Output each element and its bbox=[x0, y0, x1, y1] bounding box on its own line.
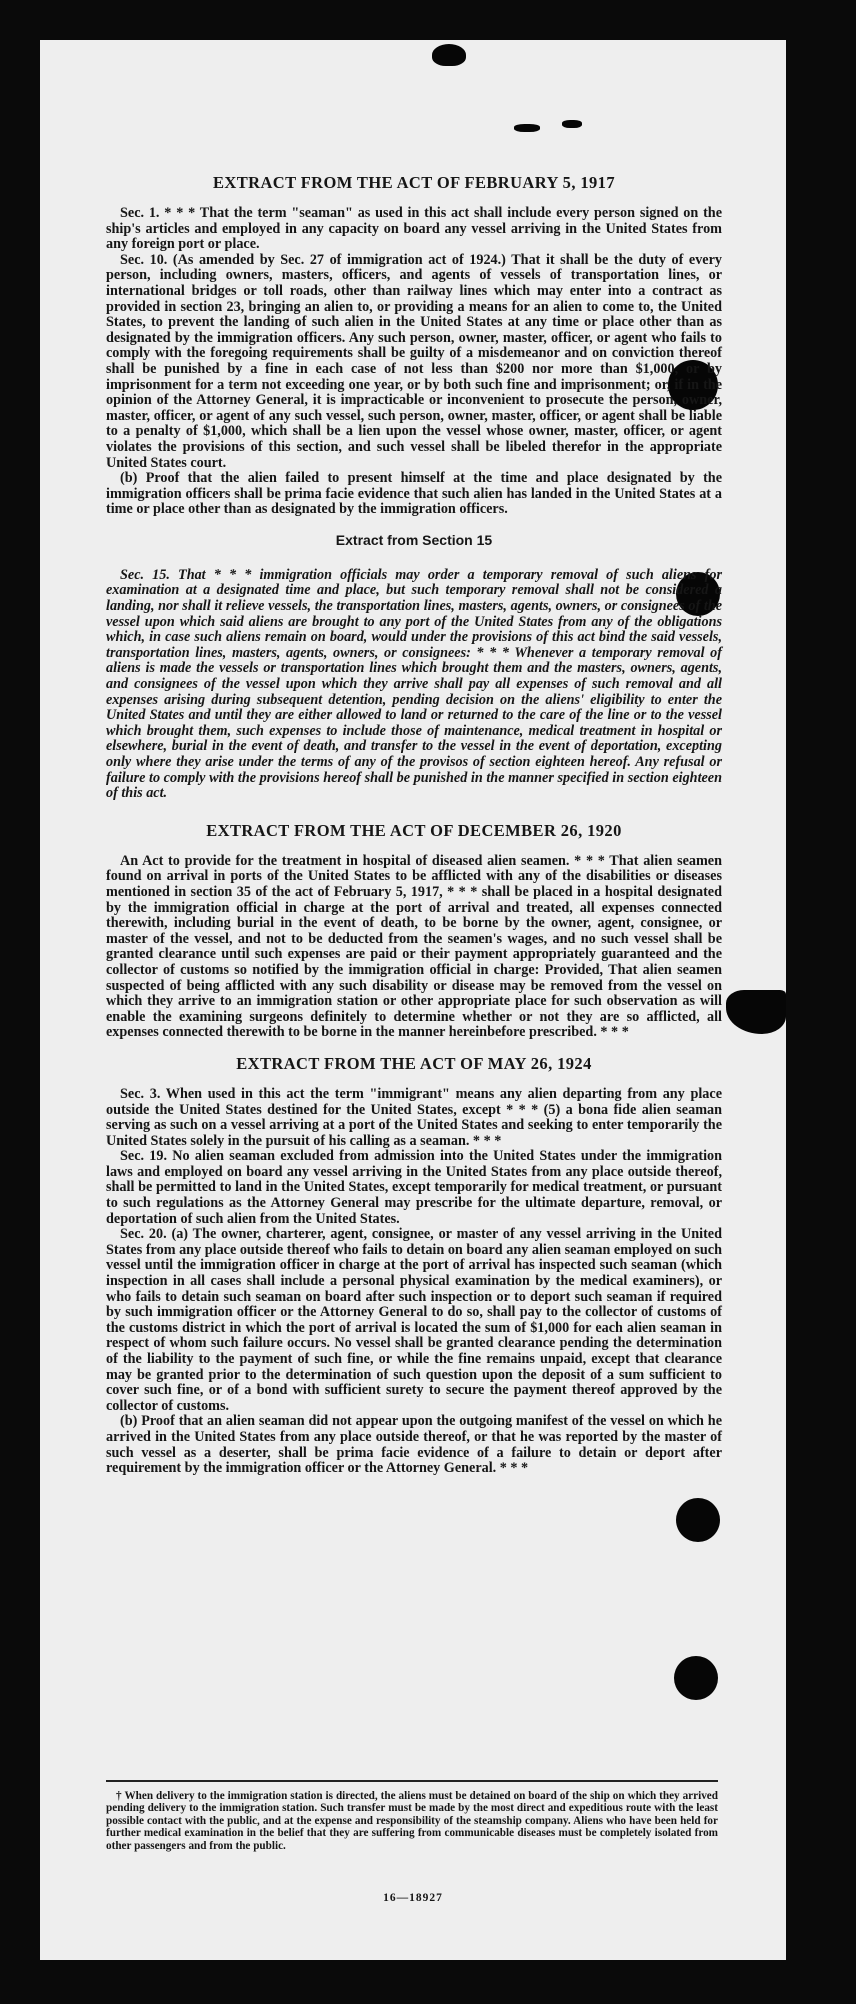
paragraph-sec-10: Sec. 10. (As amended by Sec. 27 of immigration act of 1924.) That it shall be the duty of every person, including owners, masters, officers, and agents of vessels of transportation lines, or international bridges or toll roads, other than railway lines which may enter into a contract as provided in section 23, bringing an alien to, or providing a means for an alien to come to, the United States, to prevent the landing of such alien in the United States at any time or place other than as designated by the immigration officers. Any such person, owner, master, officer, or agent who fails to comply with the foregoing requirements shall be guilty of a misdemeanor and on conviction thereof shall be punished by a fine in each case of not less than $200 nor more than $1,000, or by imprisonment for a term not exceeding one year, or by both such fine and imprisonment; or, if in the opinion of the Attorney General, it is impracticable or inconvenient to prosecute the person, owner, master, officer, or agent of any such vessel, such person, owner, master, officer, or agent shall be liable to a penalty of $1,000, which shall be a lien upon the vessel whose owner, master, officer, or agent violates the provisions of this section, and such vessel shall be libeled therefor in the appropriate United States court. bbox=[106, 251, 722, 471]
ink-blot-top bbox=[432, 44, 466, 66]
document-page bbox=[40, 40, 786, 1960]
paragraph-sec-20-b: (b) Proof that an alien seaman did not appear upon the outgoing manifest of the vessel on which he arrived in the United States from any place outside thereof, or that he was reported by the master of such vessel as a deserter, shall be prima facie evidence of a failure to detain or deport after requirement by the immigration officer or the Attorney General. * * * bbox=[106, 1413, 722, 1477]
section-heading: EXTRACT FROM THE ACT OF FEBRUARY 5, 1917 bbox=[213, 173, 615, 192]
section-feb-1917 bbox=[106, 172, 722, 518]
ink-speck-top bbox=[514, 124, 540, 132]
section-heading: EXTRACT FROM THE ACT OF MAY 26, 1924 bbox=[236, 1053, 592, 1073]
ink-speck-top bbox=[562, 120, 582, 128]
paragraph-sec-10-b: (b) Proof that the alien failed to present himself at the time and place designated by the immigration officers shall be prima facie evidence that such alien has landed in the United States at a time or place other than as designated by the immigration officers. bbox=[106, 470, 722, 518]
footnote: † When delivery to the immigration station is directed, the aliens must be detained on board of the ship on which they arrived pending delivery to the immigration station. Such transfer must be made by the most direct and expeditious route with the least possible contact with the public, and at the expense and responsibility of the steamship company. Aliens who have been held for further medical examination in the belief that they are suffering from communicable diseases must be completely isolated from other passengers and from the public. bbox=[106, 1790, 718, 1852]
paragraph-sec-20-a: Sec. 20. (a) The owner, charterer, agent, consignee, or master of any vessel arriving in the United States from any place outside thereof who fails to detain on board any alien seaman employed on such vessel until the immigration officer in charge at the port of arrival has inspected such seaman (which inspection in all cases shall include a personal physical examination by the medical examiners), or who fails to detain such seaman on board after such inspection or to deport such seaman if required by such immigration officer or the Attorney General to do so, shall pay to the collector of customs of the customs district in which the port of arrival is located the sum of $1,000 for each alien seaman in respect of whom such failure occurs. No vessel shall be granted clearance pending the determination of the liability to the payment of such fine, or while the fine remains unpaid, except that clearance may be granted prior to the determination of such question upon the deposit of a sum sufficient to cover such fine, or of a bond with sufficient surety to secure the payment thereof approved by the collector of customs. bbox=[106, 1226, 722, 1414]
punch-hole bbox=[676, 1498, 720, 1542]
subsection-heading: Extract from Section 15 bbox=[335, 531, 493, 548]
section-dec-1920 bbox=[106, 820, 722, 1041]
paragraph-sec-15: Sec. 15. That * * * immigration officials may order a temporary removal of such aliens for examination at a designated time and place, but such temporary removal shall not be considered a landing, nor shall it relieve vessels, the transportation lines, masters, agents, owners, or consignees of the vessel upon which said aliens are brought to any port of the United States from any of the obligations which, in case such aliens remain on board, would under the provisions of this act bind the said vessels, transportation lines, masters, agents, owners, or consignees: * * * Whenever a temporary removal of aliens is made the vessels or transportation lines which brought them and the masters, owners, agents, and consignees of the vessel upon which they arrive shall pay all expenses of such removal and all expenses arising during subsequent detention, pending decision on the aliens' eligibility to enter the United States and until they are either allowed to land or returned to the care of the line or to the vessel which brought them, such expenses to include those of maintenance, medical treatment in hospital or elsewhere, burial in the event of death, and transfer to the vessel in the event of deportation, excepting only where they arise under the terms of any of the provisos of section eighteen hereof. Any refusal or failure to comply with the provisions hereof shall be punished in the manner specified in section eighteen of this act. bbox=[106, 566, 722, 802]
paragraph-hospital-act: An Act to provide for the treatment in hospital of diseased alien seamen. * * * That alien seamen found on arrival in ports of the United States to be afflicted with any of the disabilities or diseases mentioned in section 35 of the act of February 5, 1917, * * * shall be placed in a hospital designated by the immigration official in charge at the port of arrival and treated, all expenses connected therewith, including burial in the event of death, to be borne by the owner, agent, consignee, or master of the vessel, and not to be deducted from the seamen's wages, and no such vessel shall be granted clearance until such expenses are paid or their payment appropriately guaranteed and the collector of customs so notified by the immigration official in charge: Provided, That alien seamen suspected of being afflicted with any such disability or disease may be removed from the vessel on which they arrive to an immigration station or other appropriate place for such observation as will enable the examining surgeons definitely to determine whether or not they are so afflicted, all expenses connected therewith to be borne in the manner hereinbefore prescribed. * * * bbox=[106, 852, 722, 1041]
document-body bbox=[106, 172, 722, 1477]
torn-corner-mark bbox=[726, 990, 786, 1034]
footnote-divider bbox=[106, 1780, 718, 1782]
paragraph-sec-19: Sec. 19. No alien seaman excluded from admission into the United States under the immigration laws and employed on board any vessel arriving in the United States from any place outside thereof, shall be permitted to land in the United States, except temporarily for medical treatment, or pursuant to such regulations as the Attorney General may prescribe for the ultimate departure, removal, or deportation of such alien from the United States. bbox=[106, 1148, 722, 1227]
paragraph-sec-1: Sec. 1. * * * That the term "seaman" as used in this act shall include every person signed on the ship's articles and employed in any capacity on board any vessel arriving in the United States from any foreign port or place. bbox=[106, 205, 722, 253]
paragraph-sec-3: Sec. 3. When used in this act the term "immigrant" means any alien departing from any place outside the United States destined for the United States, except * * * (5) a bona fide alien seaman serving as such on a vessel arriving at a port of the United States and seeking to enter temporarily the United States solely in the pursuit of his calling as a seaman. * * * bbox=[106, 1085, 722, 1149]
section-heading: EXTRACT FROM THE ACT OF DECEMBER 26, 1920 bbox=[206, 820, 622, 840]
punch-hole bbox=[674, 1656, 718, 1700]
section-15-extract bbox=[106, 530, 722, 802]
document-number: 16—18927 bbox=[383, 1892, 443, 1904]
section-may-1924 bbox=[106, 1053, 722, 1477]
